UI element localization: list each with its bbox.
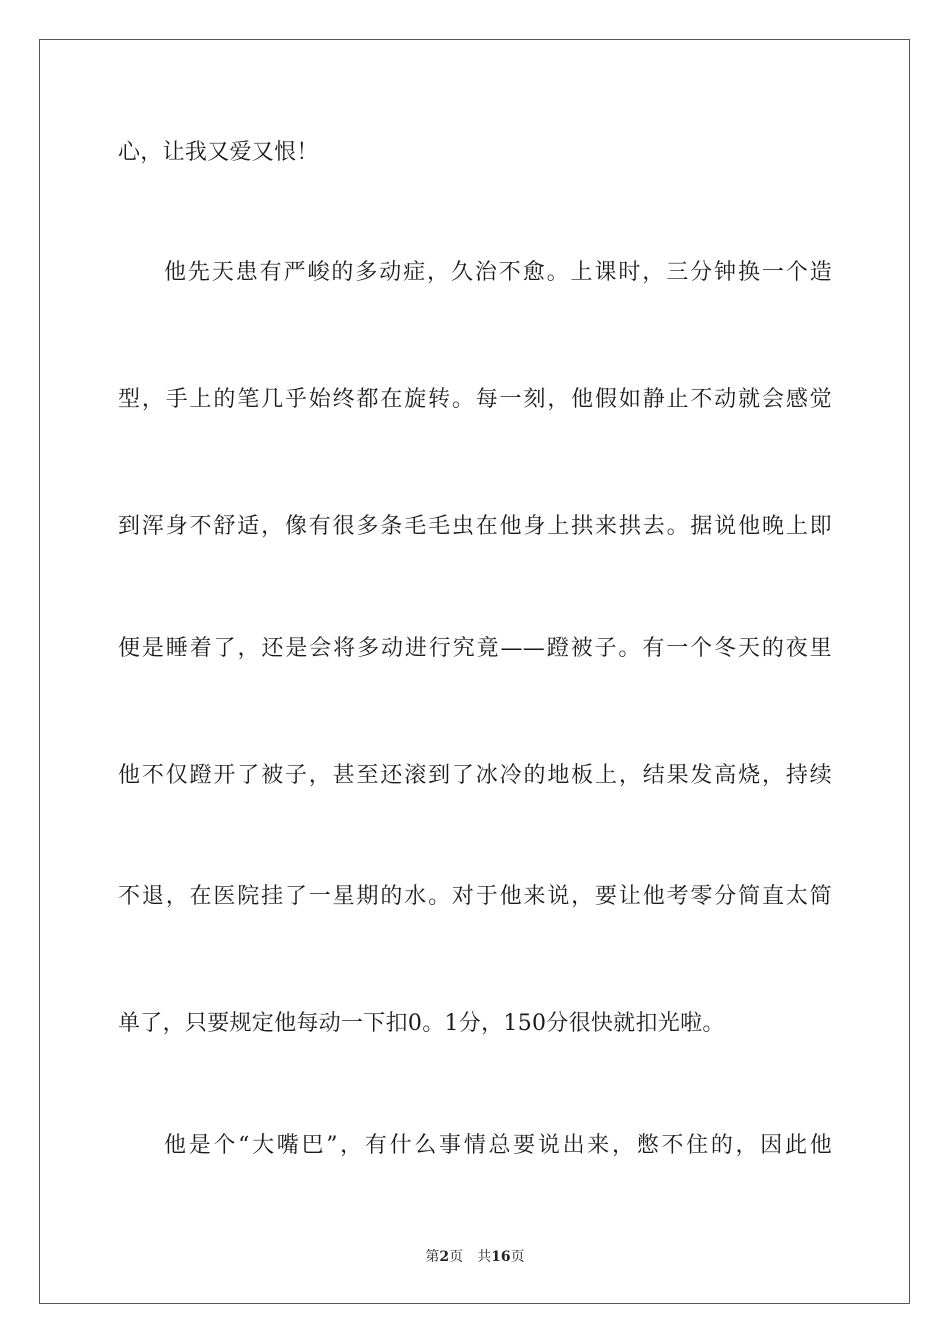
text-line-7: 不退，在医院挂了一星期的水。对于他来说，要让他考零分简直太简 — [118, 884, 832, 909]
page-prefix: 第 — [425, 1249, 440, 1265]
text-line-6: 他不仅蹬开了被子，甚至还滚到了冰冷的地板上，结果发高烧，持续 — [118, 763, 832, 788]
text-line-9: 他是个“大嘴巴”，有什么事情总要说出来，憋不住的，因此他 — [164, 1133, 832, 1158]
page-suffix: 页 — [449, 1249, 464, 1265]
page-border — [39, 39, 910, 1304]
total-suffix: 页 — [510, 1249, 525, 1265]
total-pages: 16 — [491, 1249, 511, 1265]
text-line-8: 单了，只要规定他每动一下扣0。1分，150分很快就扣光啦。 — [118, 1011, 725, 1036]
text-line-2: 他先天患有严峻的多动症，久治不愈。上课时，三分钟换一个造 — [164, 260, 832, 285]
page-footer — [0, 1247, 950, 1267]
text-line-1: 心，让我又爱又恨！ — [118, 140, 319, 165]
text-line-5: 便是睡着了，还是会将多动进行究竟——蹬被子。有一个冬天的夜里 — [118, 636, 832, 661]
page-number: 2 — [439, 1249, 450, 1265]
total-prefix: 共 — [477, 1249, 492, 1265]
text-line-3: 型，手上的笔几乎始终都在旋转。每一刻，他假如静止不动就会感觉 — [118, 387, 832, 412]
text-line-4: 到浑身不舒适，像有很多条毛毛虫在他身上拱来拱去。据说他晚上即 — [118, 514, 832, 539]
